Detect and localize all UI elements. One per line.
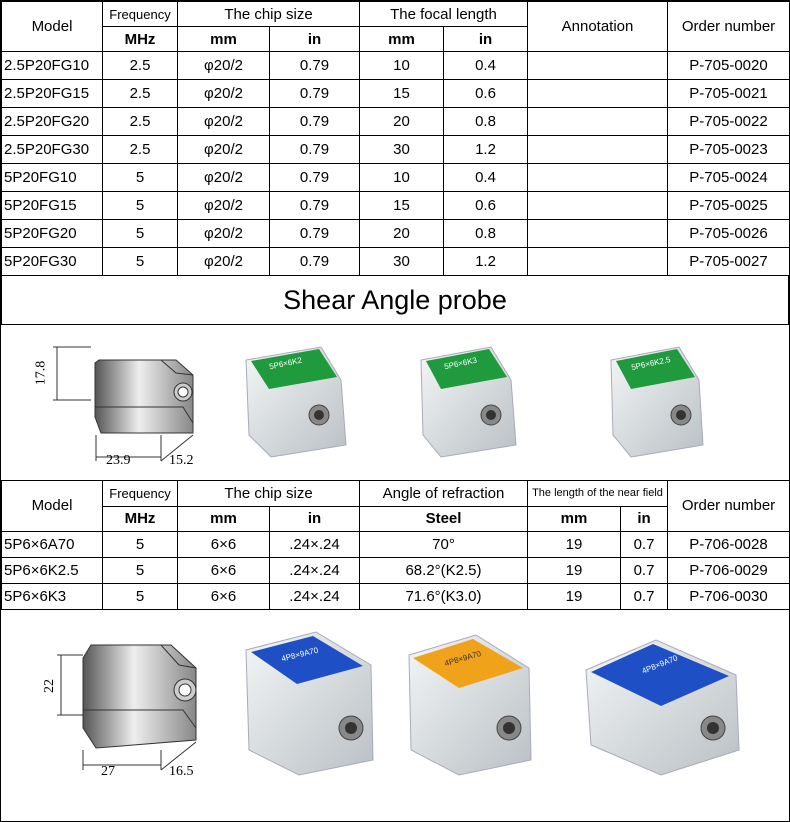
cell-focal-in: 1.2 [444,248,528,276]
probe-drawings-2 [1,610,789,788]
cell-focal-mm: 30 [360,248,444,276]
cell-angle: 70° [360,531,528,557]
header-chip-size-2: The chip size [178,481,360,506]
cell-chip-in: 0.79 [270,220,360,248]
dimension-width-2: 16.5 [169,763,194,779]
cell-frequency: 2.5 [103,108,178,136]
cell-frequency: 5 [103,557,178,583]
cell-model: 5P6×6A70 [2,531,103,557]
table-row [2,220,790,248]
cell-chip-in: .24×.24 [270,583,360,609]
cell-focal-mm: 30 [360,136,444,164]
table-row [2,52,790,80]
cell-near-in: 0.7 [621,557,668,583]
table-row [2,80,790,108]
cell-chip-in: 0.79 [270,136,360,164]
header-chip-mm-2: mm [178,506,270,531]
cell-frequency: 5 [103,583,178,609]
cell-near-mm: 19 [528,583,621,609]
cell-order-number: P-705-0024 [668,164,790,192]
header-focal-mm: mm [360,27,444,52]
cell-model: 5P20FG30 [2,248,103,276]
table-row [2,164,790,192]
header-frequency-unit: MHz [103,27,178,52]
cell-model: 5P20FG15 [2,192,103,220]
dimension-height-1: 17.8 [33,360,49,386]
cell-frequency: 5 [103,192,178,220]
shear-probe-table [1,481,790,610]
table-row [2,108,790,136]
header-model: Model [2,2,103,52]
probe-label-blue-1: 4P8×9A70 [280,645,320,663]
header-model-2: Model [2,481,103,531]
cell-model: 5P20FG20 [2,220,103,248]
cell-near-mm: 19 [528,531,621,557]
probe-label-orange-1: 4P8×9A70 [443,648,483,668]
header-near-field: The length of the near field [528,481,668,506]
header-angle: Angle of refraction [360,481,528,506]
cell-chip-mm: 6×6 [178,531,270,557]
header-annotation: Annotation [528,2,668,52]
dimension-height-2: 22 [42,678,57,693]
cell-chip-mm: φ20/2 [178,192,270,220]
cell-annotation [528,164,668,192]
cell-chip-mm: φ20/2 [178,220,270,248]
cell-order-number: P-705-0022 [668,108,790,136]
cell-chip-in: 0.79 [270,164,360,192]
cell-annotation [528,192,668,220]
cell-frequency: 5 [103,220,178,248]
cell-frequency: 2.5 [103,80,178,108]
cell-frequency: 2.5 [103,52,178,80]
cell-order-number: P-705-0020 [668,52,790,80]
cell-focal-in: 0.4 [444,164,528,192]
cell-chip-mm: 6×6 [178,583,270,609]
cell-annotation [528,52,668,80]
cell-model: 5P20FG10 [2,164,103,192]
table-row [2,136,790,164]
probe-label-blue-2: 4P8×9A70 [640,652,679,676]
cell-order-number: P-705-0025 [668,192,790,220]
cell-focal-mm: 15 [360,192,444,220]
cell-chip-in: .24×.24 [270,557,360,583]
header-frequency-2: Frequency [103,481,178,506]
focused-probe-table [1,1,790,276]
cell-order-number: P-705-0027 [668,248,790,276]
header-near-in: in [621,506,668,531]
cell-annotation [528,248,668,276]
header-angle-sub: Steel [360,506,528,531]
section-title: Shear Angle probe [1,276,789,325]
header-order-number-2: Order number [668,481,790,531]
cell-order-number: P-705-0026 [668,220,790,248]
header-frequency-unit-2: MHz [103,506,178,531]
header-chip-in-2: in [270,506,360,531]
header-frequency: Frequency [103,2,178,27]
table-row [2,248,790,276]
cell-frequency: 5 [103,248,178,276]
cell-model: 5P6×6K2.5 [2,557,103,583]
cell-order-number: P-706-0030 [668,583,790,609]
cell-focal-in: 0.6 [444,80,528,108]
cell-order-number: P-705-0021 [668,80,790,108]
cell-chip-mm: 6×6 [178,557,270,583]
cell-chip-mm: φ20/2 [178,164,270,192]
table-row [2,192,790,220]
header-chip-size: The chip size [178,2,360,27]
cell-order-number: P-706-0029 [668,557,790,583]
cell-frequency: 5 [103,531,178,557]
cell-frequency: 2.5 [103,136,178,164]
cell-annotation [528,136,668,164]
cell-chip-in: 0.79 [270,80,360,108]
dimension-drawing-2 [57,645,196,770]
cell-focal-in: 1.2 [444,136,528,164]
cell-angle: 68.2°(K2.5) [360,557,528,583]
cell-model: 5P6×6K3 [2,583,103,609]
header-focal-in: in [444,27,528,52]
table-row [2,557,790,583]
header-focal-length: The focal length [360,2,528,27]
cell-order-number: P-705-0023 [668,136,790,164]
table-row [2,583,790,609]
probe-label-green-2: 5P6×6K3 [443,355,478,372]
cell-annotation [528,108,668,136]
cell-focal-mm: 10 [360,164,444,192]
cell-chip-in: 0.79 [270,248,360,276]
header-order-number: Order number [668,2,790,52]
dimension-length-2: 27 [101,763,115,779]
cell-annotation [528,220,668,248]
header-chip-in: in [270,27,360,52]
dimension-width-1: 15.2 [169,453,194,468]
cell-chip-in: 0.79 [270,108,360,136]
cell-model: 2.5P20FG15 [2,80,103,108]
dimension-drawing-1 [53,347,193,461]
header-near-mm: mm [528,506,621,531]
probe-label-green-3: 5P6×6K2.5 [630,354,672,373]
cell-focal-mm: 20 [360,108,444,136]
cell-chip-mm: φ20/2 [178,248,270,276]
cell-focal-in: 0.8 [444,220,528,248]
cell-chip-mm: φ20/2 [178,136,270,164]
cell-chip-mm: φ20/2 [178,108,270,136]
cell-focal-mm: 10 [360,52,444,80]
cell-focal-in: 0.6 [444,192,528,220]
cell-model: 2.5P20FG10 [2,52,103,80]
cell-focal-mm: 15 [360,80,444,108]
dimension-length-1: 23.9 [106,453,131,468]
cell-frequency: 5 [103,164,178,192]
cell-chip-in: .24×.24 [270,531,360,557]
cell-near-in: 0.7 [621,531,668,557]
cell-chip-mm: φ20/2 [178,80,270,108]
cell-model: 2.5P20FG30 [2,136,103,164]
table-row [2,531,790,557]
cell-chip-mm: φ20/2 [178,52,270,80]
probe-label-green-1: 5P6×6K2 [268,355,303,372]
cell-angle: 71.6°(K3.0) [360,583,528,609]
header-chip-mm: mm [178,27,270,52]
cell-order-number: P-706-0028 [668,531,790,557]
angle-probe-images [1,610,789,788]
cell-chip-in: 0.79 [270,192,360,220]
cell-model: 2.5P20FG20 [2,108,103,136]
cell-focal-mm: 20 [360,220,444,248]
cell-near-mm: 19 [528,557,621,583]
cell-near-in: 0.7 [621,583,668,609]
cell-annotation [528,80,668,108]
cell-focal-in: 0.4 [444,52,528,80]
cell-chip-in: 0.79 [270,52,360,80]
cell-focal-in: 0.8 [444,108,528,136]
shear-probe-images [1,325,789,481]
